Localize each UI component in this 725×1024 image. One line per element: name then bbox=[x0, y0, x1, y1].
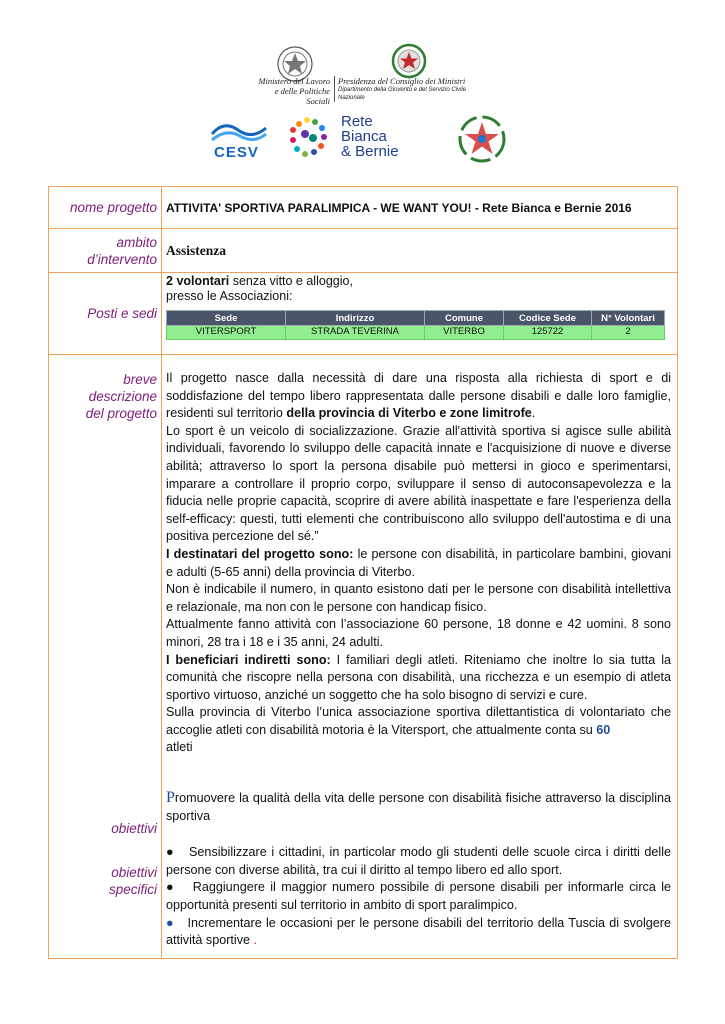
youth-star-logo-icon bbox=[455, 112, 509, 166]
row-nome-progetto bbox=[49, 187, 678, 229]
col-indirizzo: Indirizzo bbox=[286, 311, 425, 326]
cell-sede: VITERSPORT bbox=[167, 326, 286, 340]
label-nome-progetto: nome progetto bbox=[49, 187, 162, 229]
posti-content bbox=[162, 273, 678, 355]
rete-logo-text: Rete Bianca & Bernie bbox=[341, 113, 399, 160]
label-ambito: ambito d’intervento bbox=[49, 229, 162, 273]
label-posti: Posti e sedi bbox=[49, 273, 162, 355]
ambito-value bbox=[162, 229, 678, 273]
desc-paragraph: Sulla provincia di Viterbo l’unica associazione sportiva dilettantistica di volontariato che accoglie atleti con disabilità motoria è la Vitersport, che attualmente conta su 60 atleti bbox=[166, 705, 671, 755]
ministry-logo-text: Ministero del Lavoro e delle Politiche Sociali bbox=[258, 76, 330, 106]
row-posti bbox=[49, 273, 678, 355]
table-row bbox=[167, 326, 665, 340]
bullet-icon: ● bbox=[166, 915, 174, 930]
rete-logo-icon bbox=[283, 112, 335, 164]
project-table bbox=[48, 186, 678, 959]
row-descrizione bbox=[49, 355, 678, 959]
sedi-table bbox=[166, 310, 665, 340]
bullet-icon: ● bbox=[166, 845, 174, 860]
cell-volontari: 2 bbox=[592, 326, 665, 340]
cell-indirizzo: STRADA TEVERINA bbox=[286, 326, 425, 340]
list-item: ● Sensibilizzare i cittadini, in particolar modo gli studenti delle scuole circa i diritti delle persone con diverse abilità, tra cui il diritto al tempo libero ed allo sport. bbox=[166, 844, 671, 879]
label-obiettivi-specifici: obiettivi specifici bbox=[108, 865, 157, 897]
bullet-icon: ● bbox=[166, 880, 174, 895]
desc-paragraph: I destinatari del progetto sono: le persone con disabilità, in particolare bambini, giovani e adulti (5-65 anni) della provincia di Viterbo. bbox=[166, 546, 671, 579]
italian-emblem-color-icon bbox=[390, 42, 428, 80]
cell-comune: VITERBO bbox=[425, 326, 504, 340]
col-volontari: N° Volontari bbox=[592, 311, 665, 326]
desc-paragraph: Lo sport è un veicolo di socializzazione. Grazie all'attività sportiva si agisce sulle abilità individuali, favorendo lo sviluppo delle capacità innate e l'acquisizione di nuove e diverse abilità; attraverso lo sport la persona disabile può mettersi in gioco e sperimentarsi, imparare a controllare il proprio corpo, sviluppare il senso di autoconsapevolezza e la fiducia nelle proprie capacità, scoprire di avere abilità inaspettate e fare l'esperienza della self-efficacy: questi, tutti elementi che contribuiscono allo sviluppo dell'autostima e di una positiva percezione del sé.” bbox=[166, 423, 671, 544]
desc-paragraph: Il progetto nasce dalla necessità di dare una risposta alla richiesta di sport e di soddisfazione del tempo libero rappresentata dalle persone disabili e dalle loro famiglie, residenti sul territorio della provincia di Viterbo e zone limitrofe. bbox=[166, 371, 671, 421]
label-descrizione: breve descrizione del progetto obiettivi obiettivi specifici bbox=[49, 355, 162, 959]
project-name-text: ATTIVITA' SPORTIVA PARALIMPICA - WE WANT YOU! - Rete Bianca e Bernie 2016 bbox=[166, 200, 632, 215]
list-item: ● Incrementare le occasioni per le persone disabili del territorio della Tuscia di svolgere attività sportive . bbox=[166, 915, 671, 950]
desc-paragraph: Attualmente fanno attività con l’associazione 60 persone, 18 donne e 42 uomini. 8 sono minori, 28 tra i 18 e i 35 anni, 24 adulti. bbox=[166, 617, 671, 649]
ambito-text: Assistenza bbox=[166, 242, 226, 258]
obiettivi-text: Promuovere la qualità della vita delle persone con disabilità fisiche attraverso la disciplina sportiva bbox=[166, 789, 671, 823]
cesv-logo-text: CESV bbox=[214, 144, 259, 161]
presidency-logo-text: Presidenza del Consiglio dei Ministri Dipartimento della Gioventù e del Servizio Civile Nazionale bbox=[334, 76, 488, 102]
desc-paragraph: Non è indicabile il numero, in quanto esistono dati per le persone con disabilità intellettiva e relazionale, ma non con le persone con handicap fisico. bbox=[166, 582, 671, 614]
desc-paragraph: I beneficiari indiretti sono: I familiari degli atleti. Riteniamo che inoltre lo sia tutta la comunità che riscopre nella persona con disabilità, una ricchezza e un esempio di atleta sportivo virtuoso, anziché un soggetto che ha solo bisogno di servizi e cure. bbox=[166, 652, 671, 702]
col-comune: Comune bbox=[425, 311, 504, 326]
header-logos-mid bbox=[0, 110, 725, 170]
project-name bbox=[162, 187, 678, 229]
col-codice-sede: Codice Sede bbox=[504, 311, 592, 326]
col-sede: Sede bbox=[167, 311, 286, 326]
row-ambito bbox=[49, 229, 678, 273]
cell-codice-sede: 125722 bbox=[504, 326, 592, 340]
description-content bbox=[162, 355, 678, 959]
posti-text: 2 volontari senza vitto e alloggio, presso le Associazioni: bbox=[166, 274, 353, 303]
label-obiettivi: obiettivi bbox=[111, 821, 157, 836]
header-logos-top bbox=[0, 40, 725, 106]
list-item: ● Raggiungere il maggior numero possibile di persone disabili per informarle circa le opportunità presenti sul territorio in ambito di sport paralimpico. bbox=[166, 879, 671, 914]
